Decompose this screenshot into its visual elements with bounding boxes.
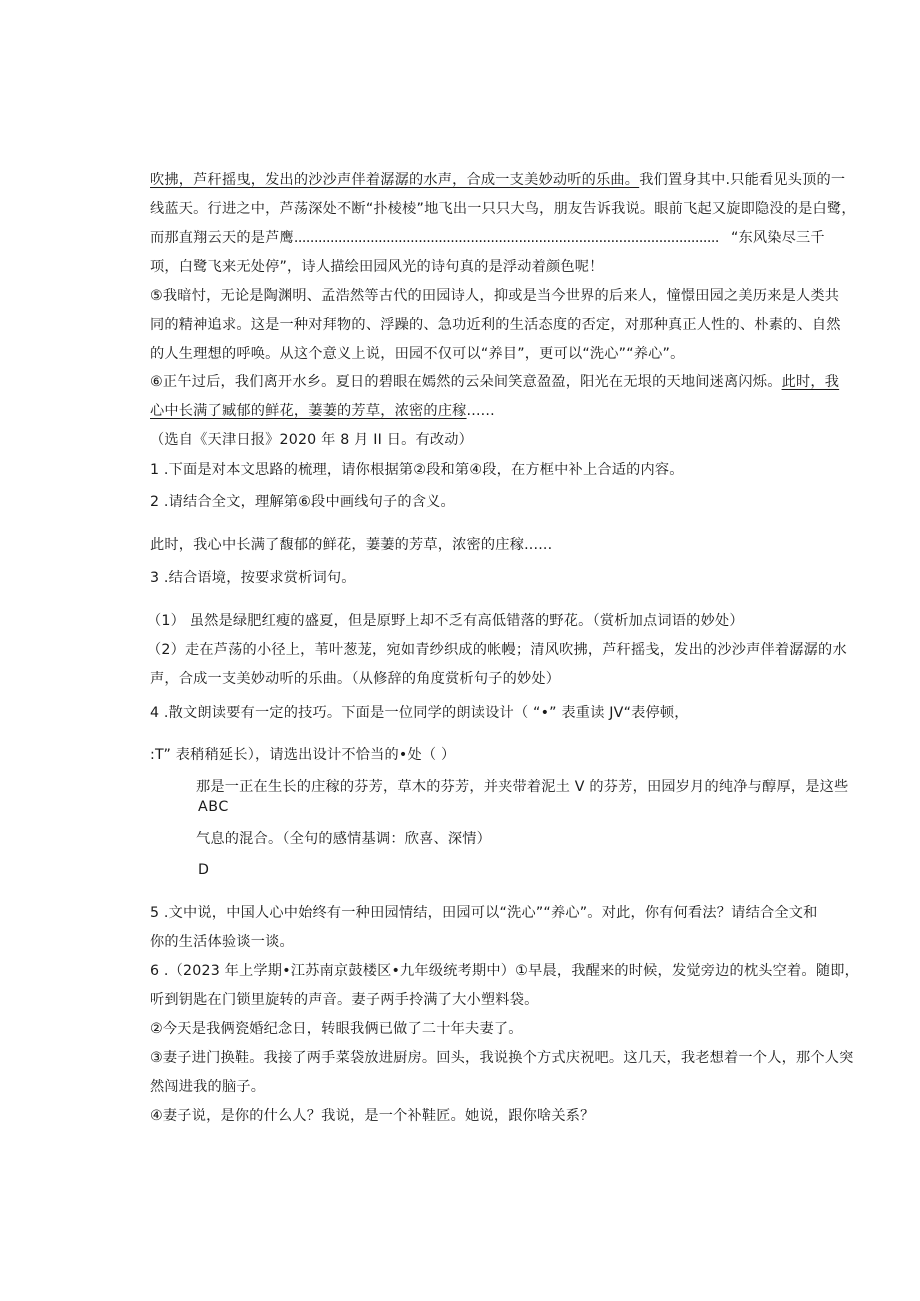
paragraph-6-line-2 <box>150 401 495 421</box>
text-span: “东风染尽三千 <box>730 230 825 246</box>
question-6-line-2: 听到钥匙在门锁里旋转的声音。妻子两手拎满了大小塑料袋。 <box>150 992 539 1008</box>
omission-dots: .......................................................................................................... <box>293 230 719 246</box>
question-5-line-2: 你的生活体验谈一谈。 <box>150 934 294 950</box>
question-2: 2 .请结合全文，理解第⑥段中画线句子的含义。 <box>150 494 455 510</box>
paragraph-5-line-1: ⑤我暗忖，无论是陶渊明、孟浩然等古代的田园诗人，抑或是当今世界的后来人，憧憬田园之美历来是人类共 <box>150 288 840 304</box>
question-1: 1 .下面是对本文思路的梳理，请你根据第②段和第④段，在方框中补上合适的内容。 <box>150 462 684 478</box>
underlined-sentence: 吹拂，芦秆摇曳，发出的沙沙声伴着潺潺的水声，合成一支美妙动听的乐曲。 <box>150 172 640 188</box>
paragraph-4-line-4: 项，白鹭飞来无处停”，诗人描绘田园风光的诗句真的是浮动着颜色呢！ <box>150 259 604 275</box>
underlined-sentence: 心中长满了臧郁的鲜花，萋萋的芳草，浓密的庄稼 <box>150 403 467 419</box>
question-4-line-1: 4 .散文朗读要有一定的技巧。下面是一位同学的朗读设计（ “•” 表重读 JV“表停顿， <box>150 705 689 721</box>
paragraph-6-line-1 <box>150 372 839 392</box>
question-4-reading-text-2: 气息的混合。（全句的感情基调：欣喜、深情） <box>196 831 492 847</box>
paragraph-4-line-2: 线蓝天。行进之中，芦荡深处不断“扑棱棱”地飞出一只只大鸟，朋友告诉我说。眼前飞起又旋即隐没的是白鹭， <box>150 201 856 217</box>
question-6-line-1: 6 .（2023 年上学期•江苏南京鼓楼区•九年级统考期中）①早晨，我醒来的时候，发觉旁边的枕头空着。随即， <box>150 963 859 979</box>
question-6-paragraph-3-line-2: 然闯进我的脑子。 <box>150 1079 266 1095</box>
question-3-part-1: （1） 虽然是绿肥红瘦的盛夏，但是原野上却不乏有高低错落的野花。（赏析加点词语的妙处） <box>147 613 744 629</box>
text-span: ...... <box>466 403 495 419</box>
question-6-paragraph-3-line-1: ③妻子进门换鞋。我接了两手菜袋放进厨房。回头，我说换个方式庆祝吧。这几天，我老想着一个人，那个人突 <box>150 1050 854 1066</box>
text-span: 而那直翔云天的是芦鹰 <box>150 230 294 246</box>
question-5-line-1: 5 .文中说，中国人心中始终有一种田园情结，田园可以“洗心”“养心”。对此，你有何看法？请结合全文和 <box>150 905 818 921</box>
paragraph-5-line-2: 同的精神追求。这是一种对拜物的、浮躁的、急功近利的生活态度的否定，对那种真正人性的、朴素的、自然 <box>150 317 841 333</box>
question-3-part-2-line-2: 声，合成一支美妙动听的乐曲。（从修辞的角度赏析句子的妙处） <box>150 671 561 687</box>
question-4-option-d: D <box>198 862 210 878</box>
underlined-sentence: 此时，我 <box>781 374 840 390</box>
text-span: ⑥正午过后，我们离开水乡。夏日的碧眼在嫣然的云朵间笑意盈盈，阳光在无垠的天地间迷离闪烁。 <box>150 374 782 390</box>
question-2-quote: 此时，我心中长满了馥郁的鲜花，萋萋的芳草，浓密的庄稼...... <box>150 537 553 553</box>
paragraph-5-line-3: 的人生理想的呼唤。从这个意义上说，田园不仅可以“养目”，更可以“洗心”“养心”。 <box>150 346 685 362</box>
question-3-part-2-line-1: （2）走在芦荡的小径上，苇叶葱茏，宛如青纱织成的帐幔；清风吹拂，芦秆摇戋，发出的沙沙声伴着潺潺的水 <box>147 642 847 658</box>
question-3: 3 .结合语境，按要求赏析词句。 <box>150 570 356 586</box>
question-4-options-abc: ABC <box>198 799 229 815</box>
question-6-paragraph-4: ④妻子说，是你的什么人？我说，是一个补鞋匠。她说，跟你啥关系？ <box>150 1108 595 1124</box>
question-6-paragraph-2: ②今天是我俩瓷婚纪念日，转眼我俩已做了二十年夫妻了。 <box>150 1021 523 1037</box>
paragraph-4-line-3 <box>150 228 825 248</box>
source-note: （选自《天津日报》2020 年 8 月 II 日。有改动） <box>150 432 474 448</box>
question-4-reading-text: 那是一正在生长的庄稼的芬芳，草木的芬芳，并夹带着泥土 V 的芬芳，田园岁月的纯净与醇厚，是这些 <box>196 779 849 795</box>
text-span: 我们置身其中.只能看见头顶的一 <box>639 172 846 188</box>
paragraph-4-line-1 <box>150 170 845 190</box>
question-4-line-2: :T” 表稍稍延长），请选出设计不恰当的•处（ ） <box>150 747 456 763</box>
